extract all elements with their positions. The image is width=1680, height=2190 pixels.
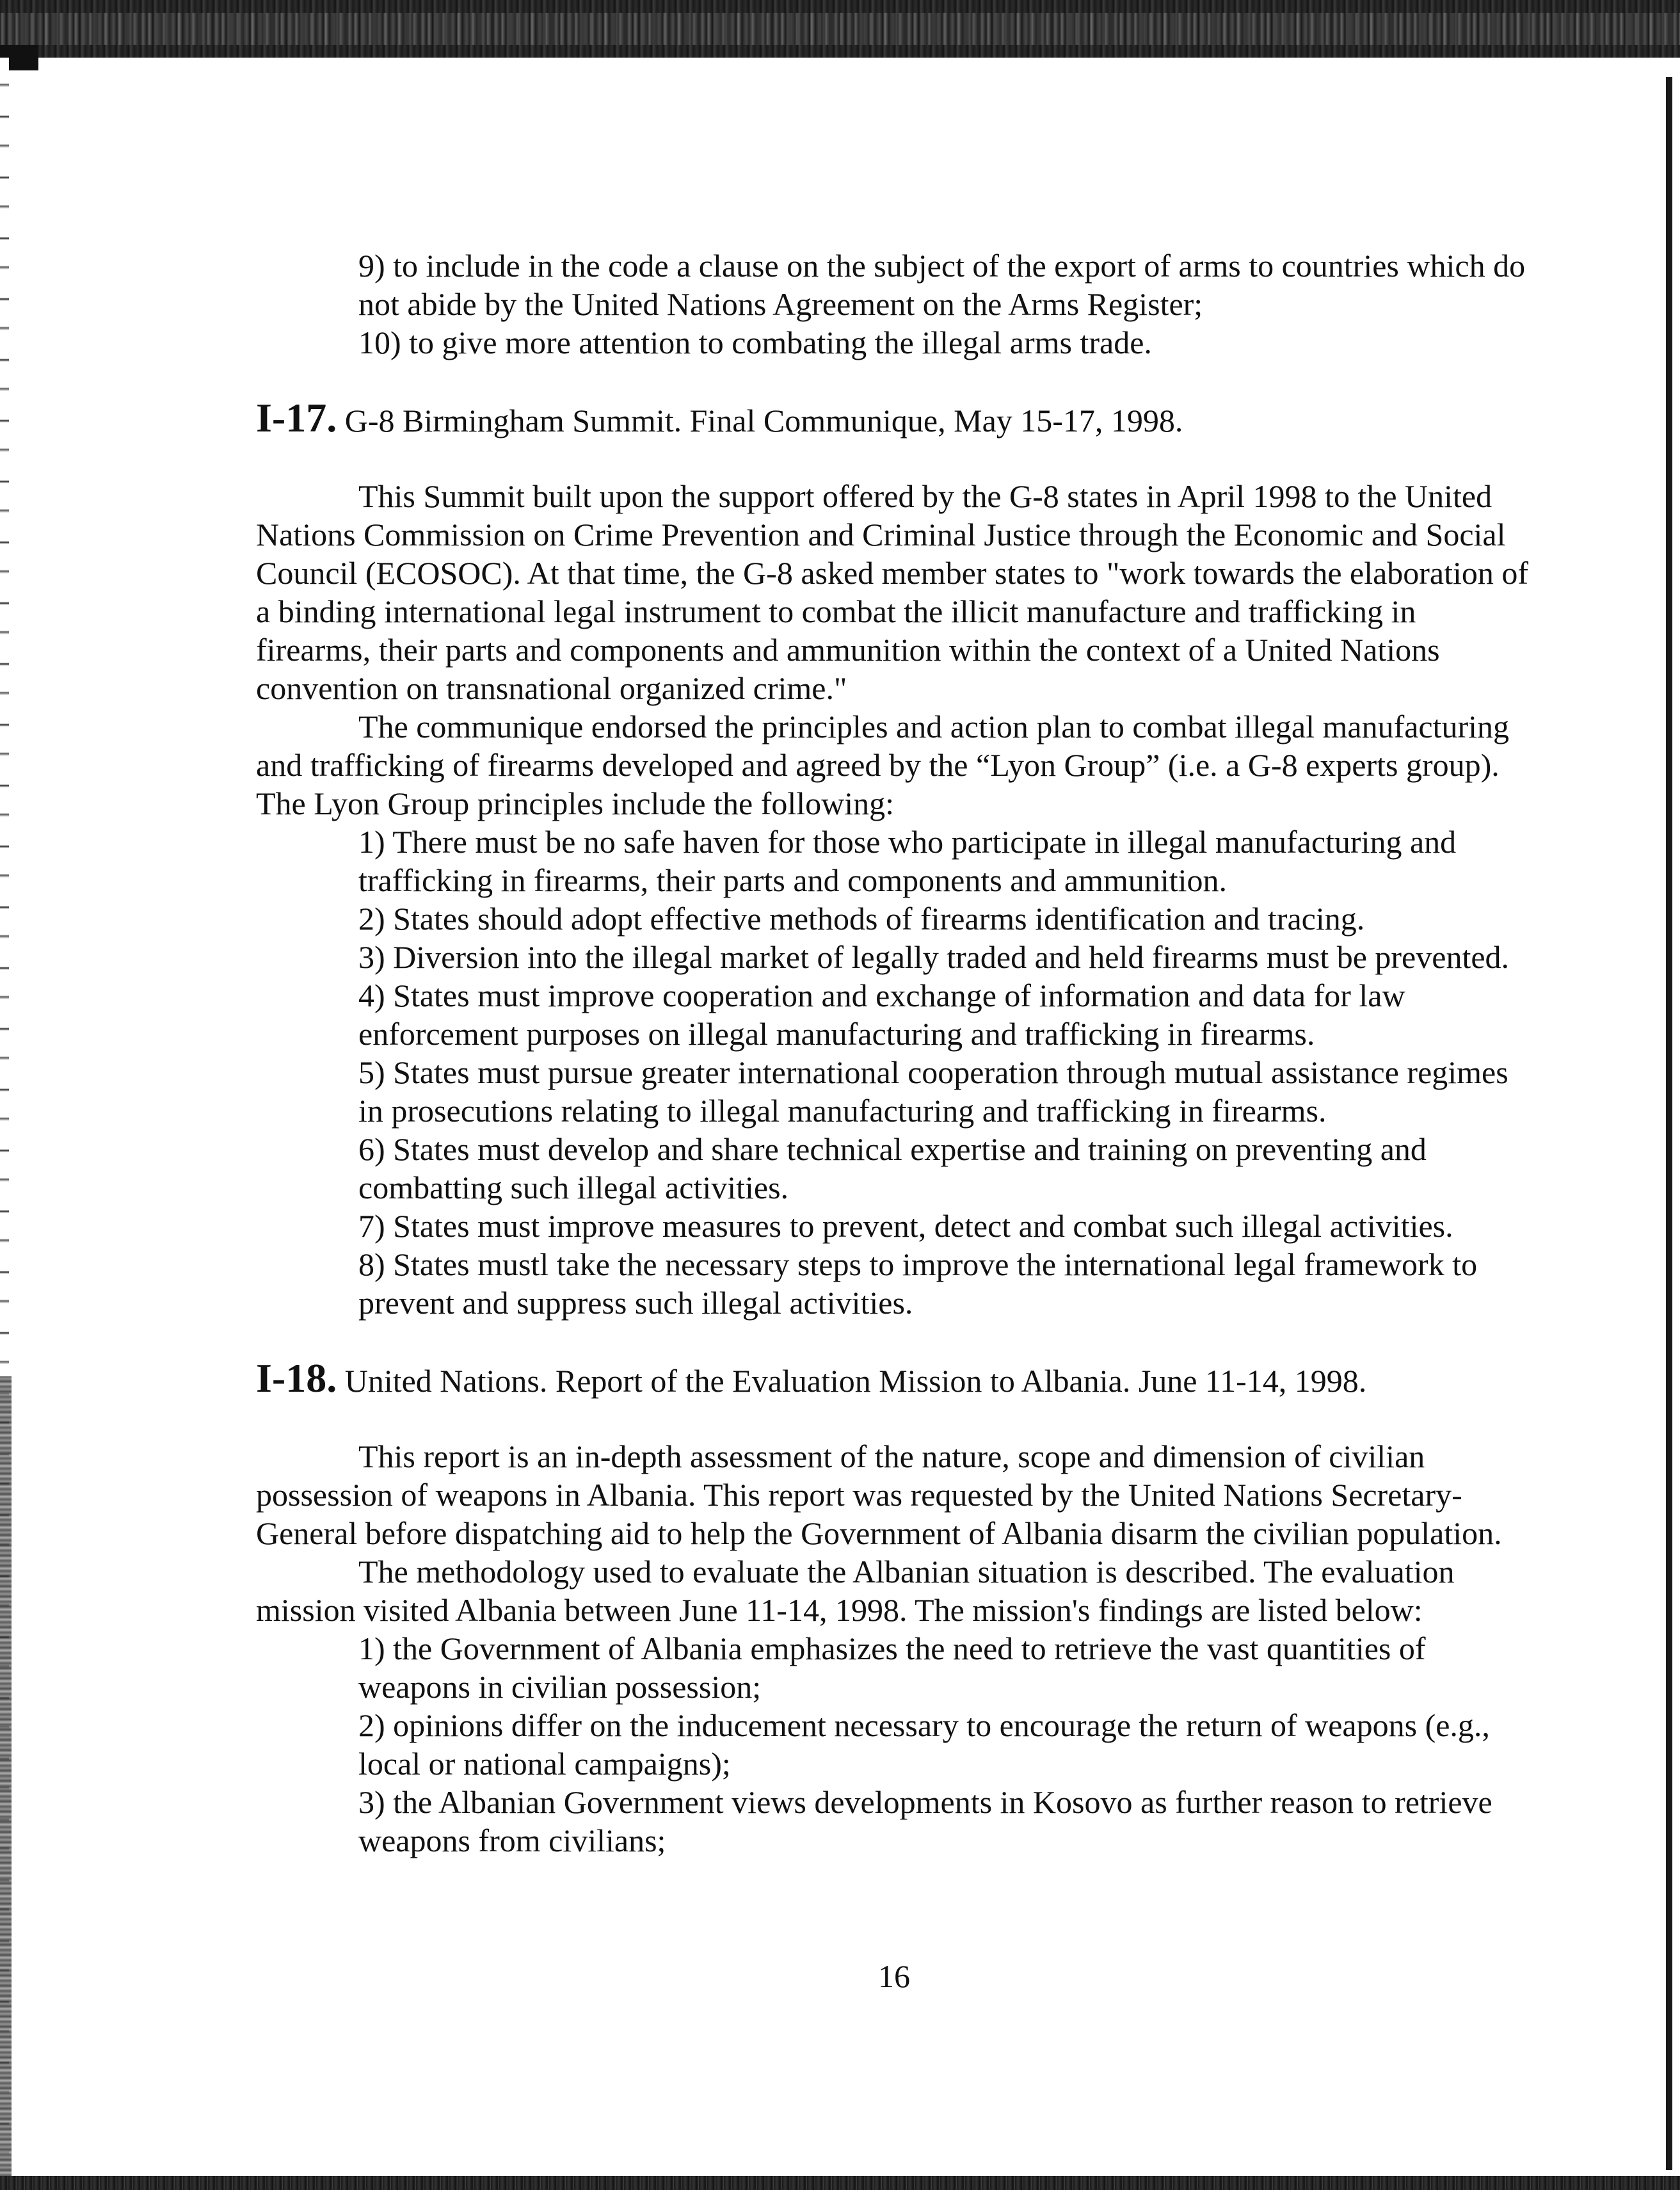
list-item: 7) States must improve measures to prevent, detect and combat such illegal activities. bbox=[358, 1208, 1453, 1244]
paragraph: This Summit built upon the support offered by the G-8 states in April 1998 to the United Nations Commission on Crime Prevention and Criminal Justice through the Economic and Social Council (ECOSOC). At that time, the G-8 asked member states to "work towards the elaboration of a binding international legal instrument to combat the illicit manufacture and trafficking in firearms, their parts and components and ammunition within the context of a United Nations convention on transnational organized crime." bbox=[256, 478, 1529, 706]
principles-list bbox=[256, 823, 1536, 1322]
section-heading-i18 bbox=[256, 1355, 1536, 1401]
paragraph: This report is an in-depth assessment of the nature, scope and dimension of civilian possession of weapons in Albania. This report was requested by the United Nations Secretary-General before dispatching aid to help the Government of Albania disarm the civilian population. bbox=[256, 1438, 1502, 1551]
list-item: 3) Diversion into the illegal market of legally traded and held firearms must be prevented. bbox=[358, 939, 1510, 975]
paragraph: The communique endorsed the principles and action plan to combat illegal manufacturing and trafficking of firearms developed and agreed by the “Lyon Group” (i.e. a G-8 experts group). The Lyon Group principles include the following: bbox=[256, 709, 1510, 821]
section-number: I-17. bbox=[256, 395, 337, 440]
page-body bbox=[256, 246, 1536, 1860]
section-heading-i17 bbox=[256, 395, 1536, 440]
list-item: 10) to give more attention to combating the illegal arms trade. bbox=[358, 325, 1152, 360]
section-title: G-8 Birmingham Summit. Final Communique, May 15-17, 1998. bbox=[337, 403, 1183, 439]
page-number: 16 bbox=[878, 1958, 910, 1994]
list-item: 8) States mustl take the necessary steps to improve the international legal framework to prevent and suppress such illegal activities. bbox=[358, 1246, 1478, 1321]
paragraph: The methodology used to evaluate the Albanian situation is described. The evaluation mission visited Albania between June 11-14, 1998. The mission's findings are listed below: bbox=[256, 1554, 1455, 1628]
list-item: 1) the Government of Albania emphasizes the need to retrieve the vast quantities of weapons in civilian possession; bbox=[358, 1630, 1426, 1705]
list-item: 3) the Albanian Government views developments in Kosovo as further reason to retrieve weapons from civilians; bbox=[358, 1784, 1492, 1858]
scan-edge-bottom bbox=[0, 2176, 1680, 2190]
section-title: United Nations. Report of the Evaluation Mission to Albania. June 11-14, 1998. bbox=[337, 1363, 1367, 1399]
list-item: 9) to include in the code a clause on the subject of the export of arms to countries which do not abide by the United Nations Agreement on the Arms Register; bbox=[358, 248, 1526, 322]
list-item: 1) There must be no safe haven for those who participate in illegal manufacturing and trafficking in firearms, their parts and components and ammunition. bbox=[358, 824, 1457, 898]
scan-edge-right bbox=[1666, 77, 1672, 2170]
list-item: 4) States must improve cooperation and exchange of information and data for law enforcement purposes on illegal manufacturing and trafficking in firearms. bbox=[358, 978, 1405, 1052]
carryover-list bbox=[256, 246, 1536, 362]
findings-list bbox=[256, 1629, 1536, 1860]
list-item: 2) opinions differ on the inducement necessary to encourage the return of weapons (e.g., local or national campaigns); bbox=[358, 1707, 1490, 1782]
scan-noise-left bbox=[0, 1376, 12, 2190]
list-item: 6) States must develop and share technical expertise and training on preventing and combatting such illegal activities. bbox=[358, 1131, 1427, 1205]
scan-noise-top bbox=[0, 13, 1680, 45]
section-number: I-18. bbox=[256, 1355, 337, 1401]
list-item: 2) States should adopt effective methods of firearms identification and tracing. bbox=[358, 901, 1365, 937]
list-item: 5) States must pursue greater international cooperation through mutual assistance regimes in prosecutions relating to illegal manufacturing and trafficking in firearms. bbox=[358, 1054, 1508, 1129]
